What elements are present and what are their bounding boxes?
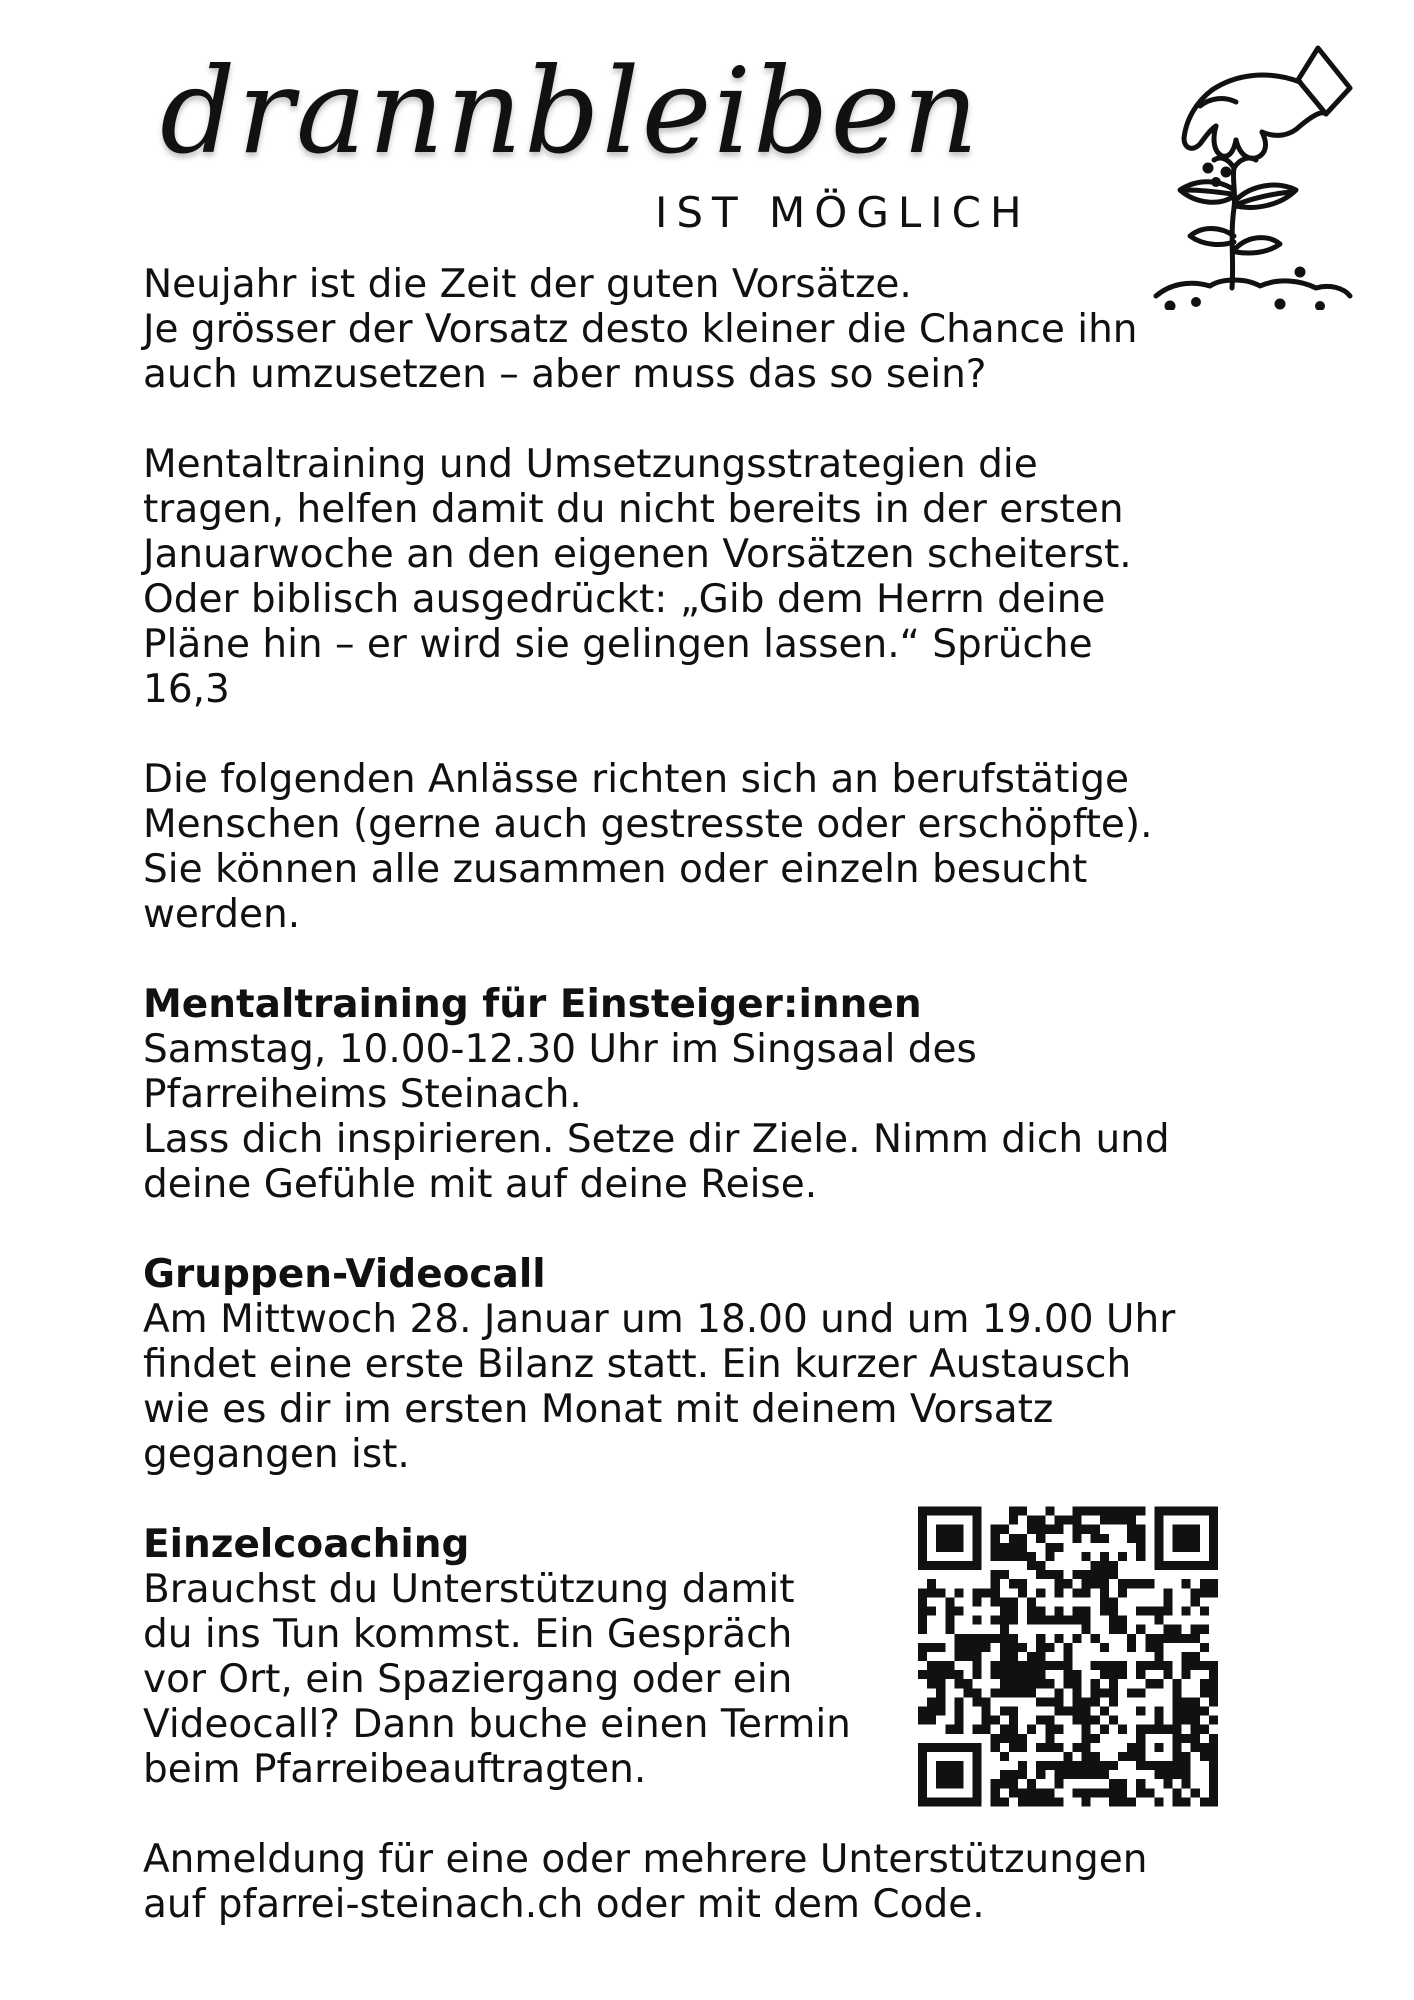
intro-line: Je grösser der Vorsatz desto kleiner die Chance ihn xyxy=(143,307,1138,352)
event-line: Pfarreiheims Steinach. xyxy=(143,1072,582,1117)
event-line: Brauchst du Unterstützung damit xyxy=(143,1567,795,1612)
paragraph3-line: Die folgenden Anlässe richten sich an berufstätige xyxy=(143,757,1129,802)
qr-code-icon[interactable] xyxy=(918,1504,1218,1809)
event-line: deine Gefühle mit auf deine Reise. xyxy=(143,1162,818,1207)
paragraph2-line: 16,3 xyxy=(143,667,230,712)
footer-line: Anmeldung für eine oder mehrere Unterstützungen xyxy=(143,1837,1148,1882)
footer-line: auf pfarrei-steinach.ch oder mit dem Code. xyxy=(143,1882,985,1927)
script-title: drannbleiben xyxy=(160,42,981,180)
paragraph3-line: Menschen (gerne auch gestresste oder erschöpfte). xyxy=(143,802,1153,847)
event-line: Videocall? Dann buche einen Termin xyxy=(143,1702,851,1747)
subtitle: IST MÖGLICH xyxy=(655,188,1031,237)
einzelcoaching-section xyxy=(143,1522,1283,1792)
paragraph3-line: werden. xyxy=(143,892,301,937)
event-line: Samstag, 10.00-12.30 Uhr im Singsaal des xyxy=(143,1027,977,1072)
event-line: Am Mittwoch 28. Januar um 18.00 und um 19.00 Uhr xyxy=(143,1297,1176,1342)
paragraph2-line: Januarwoche an den eigenen Vorsätzen scheiterst. xyxy=(143,532,1132,577)
intro-line: Neujahr ist die Zeit der guten Vorsätze. xyxy=(143,262,912,307)
flyer-body xyxy=(143,262,1283,1927)
paragraph2-line: Mentaltraining und Umsetzungsstrategien die xyxy=(143,442,1038,487)
event-line: wie es dir im ersten Monat mit deinem Vorsatz xyxy=(143,1387,1054,1432)
event-title-videocall: Gruppen-Videocall xyxy=(143,1252,546,1297)
intro-line: auch umzusetzen – aber muss das so sein? xyxy=(143,352,987,397)
event-line: findet eine erste Bilanz statt. Ein kurzer Austausch xyxy=(143,1342,1132,1387)
paragraph2-line: Oder biblisch ausgedrückt: „Gib dem Herrn deine xyxy=(143,577,1106,622)
event-line: gegangen ist. xyxy=(143,1432,410,1477)
event-title-mentaltraining: Mentaltraining für Einsteiger:innen xyxy=(143,982,922,1027)
event-line: du ins Tun kommst. Ein Gespräch xyxy=(143,1612,793,1657)
paragraph3-line: Sie können alle zusammen oder einzeln besucht xyxy=(143,847,1088,892)
paragraph2-line: tragen, helfen damit du nicht bereits in der ersten xyxy=(143,487,1124,532)
paragraph2-line: Pläne hin – er wird sie gelingen lassen.“ Sprüche xyxy=(143,622,1093,667)
event-line: beim Pfarreibeauftragten. xyxy=(143,1747,647,1792)
event-line: vor Ort, ein Spaziergang oder ein xyxy=(143,1657,793,1702)
event-line: Lass dich inspirieren. Setze dir Ziele. Nimm dich und xyxy=(143,1117,1170,1162)
event-title-einzelcoaching: Einzelcoaching xyxy=(143,1522,470,1567)
